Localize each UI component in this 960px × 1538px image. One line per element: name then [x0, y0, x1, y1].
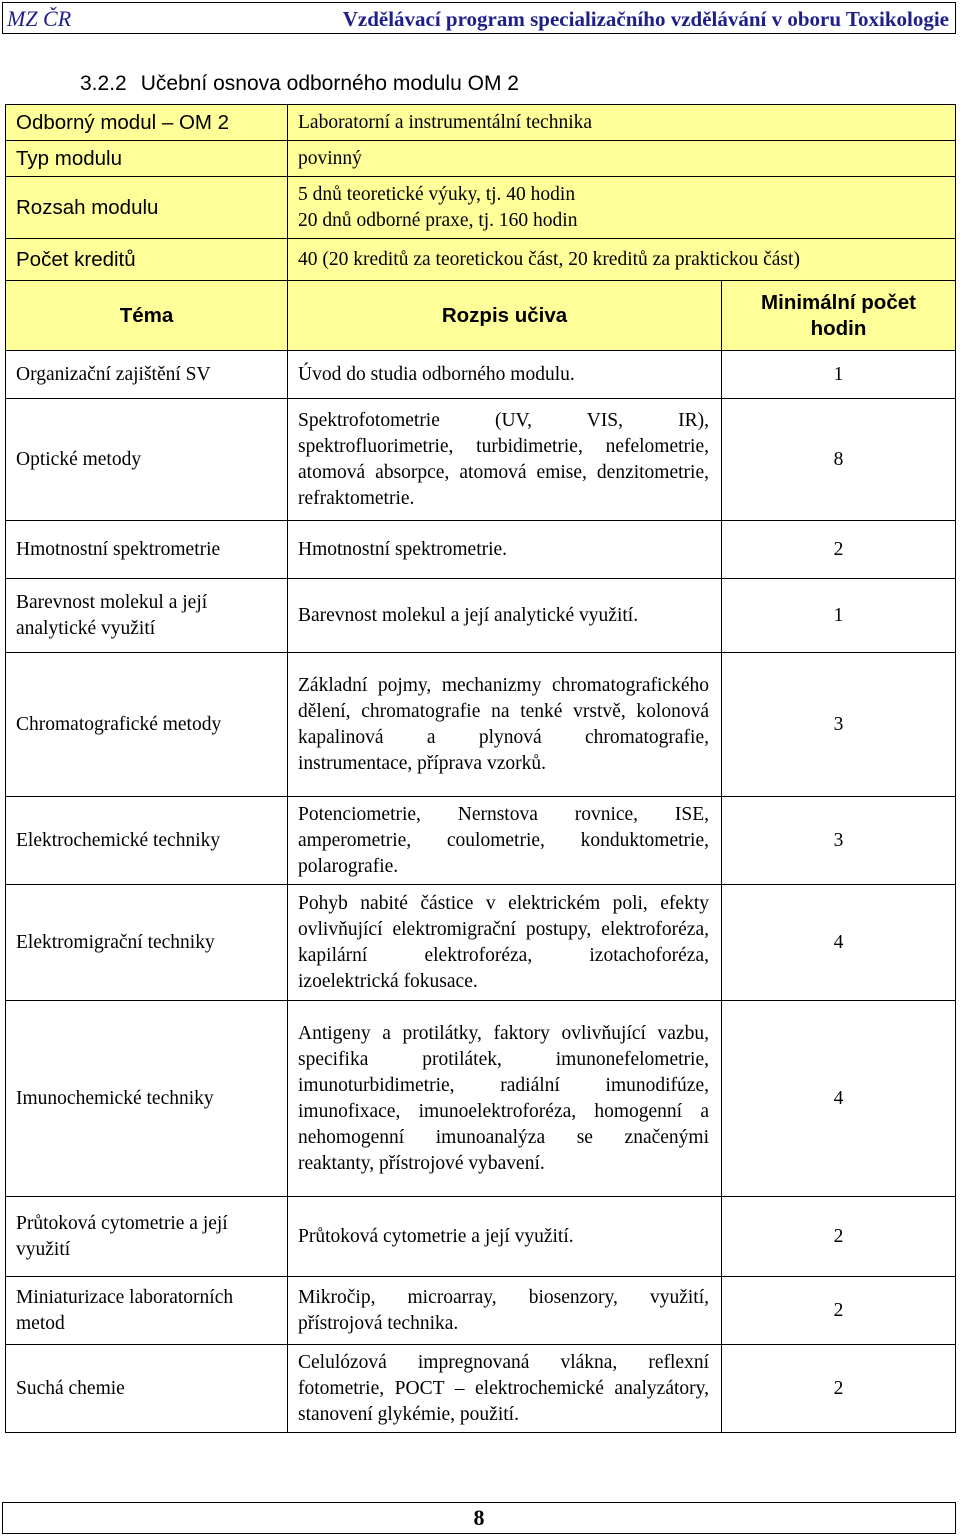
row-content: Mikročip, microarray, biosenzory, využití, přístrojová technika. [288, 1277, 722, 1345]
module-label: Odborný modul – OM 2 [6, 105, 288, 141]
row-content: Celulózová impregnovaná vlákna, reflexní fotometrie, POCT – elektrochemické analyzátory, stanovení glykémie, použití. [288, 1345, 722, 1433]
row-content: Spektrofotometrie (UV, VIS, IR), spektrofluorimetrie, turbidimetrie, nefelometrie, atomová absorpce, atomová emise, denzitometrie, refraktometrie. [288, 399, 722, 521]
section-title: Učební osnova odborného modulu OM 2 [140, 72, 519, 95]
section-number: 3.2.2 [80, 72, 127, 95]
credits-value: 40 (20 kreditů za teoretickou část, 20 kreditů za praktickou část) [288, 239, 956, 281]
page-footer [2, 1502, 956, 1534]
page-number: 8 [473, 1505, 485, 1530]
scope-line-1: 5 dnů teoretické výuky, tj. 40 hodin [298, 183, 576, 205]
table-row [6, 579, 956, 653]
row-hours: 2 [722, 1197, 956, 1277]
table-row [6, 521, 956, 579]
scope-line-2: 20 dnů odborné praxe, tj. 160 hodin [298, 209, 578, 231]
row-content: Úvod do studia odborného modulu. [288, 351, 722, 399]
row-content: Pohyb nabité částice v elektrickém poli, efekty ovlivňující elektromigrační postupy, elektroforéza, kapilární elektroforéza, izotachoforéza, izoelektrická fokusace. [288, 885, 722, 1001]
table-row [6, 1001, 956, 1197]
credits-label: Počet kreditů [6, 239, 288, 281]
row-content: Hmotnostní spektrometrie. [288, 521, 722, 579]
type-label: Typ modulu [6, 141, 288, 177]
row-content: Průtoková cytometrie a její využití. [288, 1197, 722, 1277]
table-row [6, 351, 956, 399]
row-topic: Miniaturizace laboratorních metod [6, 1277, 288, 1345]
table-row [6, 885, 956, 1001]
row-hours: 1 [722, 351, 956, 399]
type-value: povinný [288, 141, 956, 177]
scope-value [288, 177, 956, 239]
header-title: Vzdělávací program specializačního vzdělávání v oboru Toxikologie [342, 7, 949, 31]
row-topic: Imunochemické techniky [6, 1001, 288, 1197]
row-hours: 4 [722, 885, 956, 1001]
row-hours: 3 [722, 653, 956, 797]
row-hours: 8 [722, 399, 956, 521]
row-hours: 2 [722, 1345, 956, 1433]
row-content: Základní pojmy, mechanizmy chromatografického dělení, chromatografie na tenké vrstvě, kolonová kapalinová a plynová chromatografie, instrumentace, příprava vzorků. [288, 653, 722, 797]
row-hours: 4 [722, 1001, 956, 1197]
module-value: Laboratorní a instrumentální technika [288, 105, 956, 141]
column-header-hours: Minimální počet hodin [722, 281, 956, 351]
column-header-topic: Téma [6, 281, 288, 351]
column-header-content: Rozpis učiva [288, 281, 722, 351]
section-heading [80, 72, 519, 96]
table-row [6, 797, 956, 885]
row-topic: Suchá chemie [6, 1345, 288, 1433]
row-content: Antigeny a protilátky, faktory ovlivňující vazbu, specifika protilátek, imunonefelometrie, imunoturbidimetrie, radiální imunodifúze, imunofixace, imunoelektroforéza, homogenní a nehomogenní imunoanalýza se značenými reaktanty, přístrojové vybavení. [288, 1001, 722, 1197]
row-topic: Organizační zajištění SV [6, 351, 288, 399]
row-topic: Elektrochemické techniky [6, 797, 288, 885]
table-row [6, 1197, 956, 1277]
row-topic: Hmotnostní spektrometrie [6, 521, 288, 579]
row-topic: Barevnost molekul a její analytické využití [6, 579, 288, 653]
row-content: Potenciometrie, Nernstova rovnice, ISE, amperometrie, coulometrie, konduktometrie, polarografie. [288, 797, 722, 885]
curriculum-table [5, 104, 956, 1433]
page-header [2, 2, 956, 34]
table-row [6, 1345, 956, 1433]
row-topic: Elektromigrační techniky [6, 885, 288, 1001]
row-hours: 2 [722, 521, 956, 579]
row-hours: 2 [722, 1277, 956, 1345]
table-row [6, 1277, 956, 1345]
table-row [6, 399, 956, 521]
row-hours: 1 [722, 579, 956, 653]
row-hours: 3 [722, 797, 956, 885]
table-row [6, 653, 956, 797]
row-topic: Chromatografické metody [6, 653, 288, 797]
row-topic: Průtoková cytometrie a její využití [6, 1197, 288, 1277]
row-content: Barevnost molekul a její analytické využití. [288, 579, 722, 653]
row-topic: Optické metody [6, 399, 288, 521]
header-left: MZ ČR [7, 6, 72, 31]
scope-label: Rozsah modulu [6, 177, 288, 239]
